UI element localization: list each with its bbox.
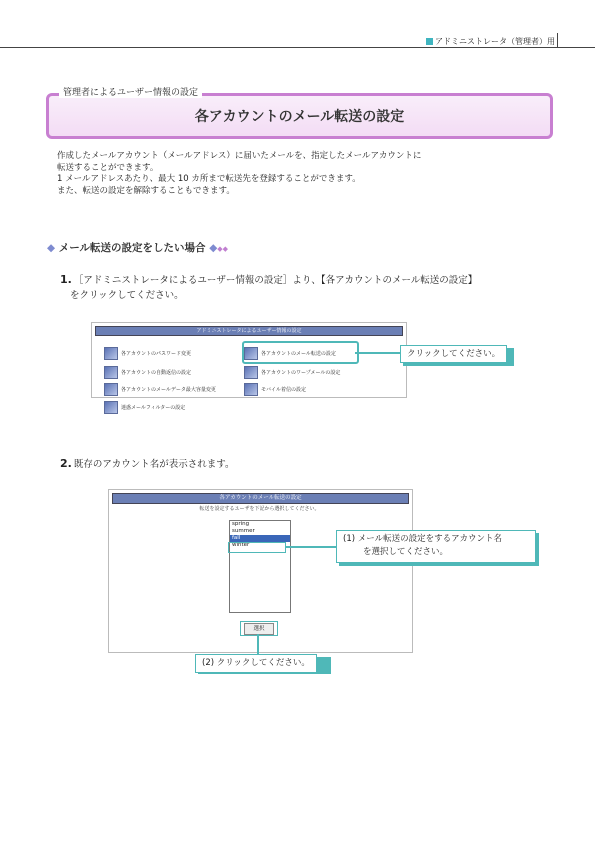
account-option[interactable]: winter	[232, 542, 250, 548]
step-text: ［アドミニストレータによるユーザー情報の設定］より、【各アカウントのメール転送の設定】	[73, 275, 478, 286]
step-text: 既存のアカウント名が表示されます。	[73, 459, 235, 470]
highlight-select-button	[240, 621, 278, 636]
intro-text	[57, 151, 557, 197]
callout-select-account	[336, 530, 536, 563]
page-title: 各アカウントのメール転送の設定	[194, 109, 405, 125]
diamond-icon: ◆	[209, 242, 218, 254]
callout-line: (1) メール転送の設定をするアカウント名	[343, 534, 502, 544]
menu-item-auto-reply[interactable]: 各アカウントの自動返信の設定	[104, 366, 191, 379]
diamond-icon: ◆	[47, 242, 56, 254]
account-listbox[interactable]	[229, 520, 291, 613]
menu-item-mail-capacity[interactable]: 各アカウントのメールデータ最大容量変更	[104, 383, 216, 396]
form-title-bar: 各アカウントのメール転送の設定	[112, 493, 409, 504]
callout-line: を選択してください。	[363, 547, 449, 557]
highlight-mail-forward	[242, 341, 359, 364]
highlight-selected-account	[228, 542, 286, 553]
auto-reply-icon	[104, 366, 118, 379]
menu-item-password[interactable]: 各アカウントのパスワード変更	[104, 347, 191, 360]
square-bullet-icon	[426, 38, 433, 45]
intro-line: 転送することができます。	[57, 162, 159, 173]
menu-title-bar: アドミニストレータによるユーザー情報の設定	[95, 326, 403, 336]
intro-line: 作成したメールアカウント（メールアドレス）に届いたメールを、指定したメールアカウントに	[57, 151, 422, 161]
intro-line: また、転送の設定を解除することもできます。	[57, 185, 235, 196]
select-button[interactable]: 選択	[244, 623, 274, 635]
step-1	[60, 272, 477, 303]
menu-item-warp-mail[interactable]: 各アカウントのワープメールの設定	[244, 366, 340, 379]
case-heading-text: メール転送の設定をしたい場合	[58, 242, 206, 254]
menu-item-mobile[interactable]: モバイル着信の設定	[244, 383, 306, 396]
step-2	[60, 456, 235, 472]
account-option[interactable]: spring	[232, 521, 250, 527]
callout-click-button: (2) クリックしてください。	[195, 654, 317, 673]
step-number: 2.	[60, 457, 72, 470]
mail-capacity-icon	[104, 383, 118, 396]
mobile-icon	[244, 383, 258, 396]
step-number: 1.	[60, 273, 72, 286]
callout-connector	[257, 634, 259, 654]
callout-connector	[285, 546, 336, 548]
diamond-small-icon: ◆◆	[217, 245, 229, 253]
form-instruction: 転送を設定するユーザを下記から選択してください。	[199, 506, 320, 512]
menu-item-mail-forward[interactable]: 各アカウントのメール転送の設定	[244, 347, 336, 360]
account-option-selected[interactable]: fall	[230, 535, 290, 542]
header-label: アドミニストレータ（管理者）用	[426, 36, 555, 47]
spam-filter-icon	[104, 401, 118, 414]
step-text: をクリックしてください。	[70, 290, 184, 301]
case-heading	[47, 240, 228, 255]
callout-click: クリックしてください。	[400, 345, 507, 363]
intro-line: 1 メールアドレスあたり、最大 10 カ所まで転送先を登録することができます。	[57, 174, 361, 184]
warp-mail-icon	[244, 366, 258, 379]
key-user-icon	[104, 347, 118, 360]
header-rule	[0, 47, 595, 48]
section-label: 管理者によるユーザー情報の設定	[59, 85, 202, 98]
menu-item-spam-filter[interactable]: 迷惑メールフィルターの設定	[104, 401, 185, 414]
callout-connector	[355, 352, 400, 354]
account-option[interactable]: summer	[232, 528, 255, 534]
